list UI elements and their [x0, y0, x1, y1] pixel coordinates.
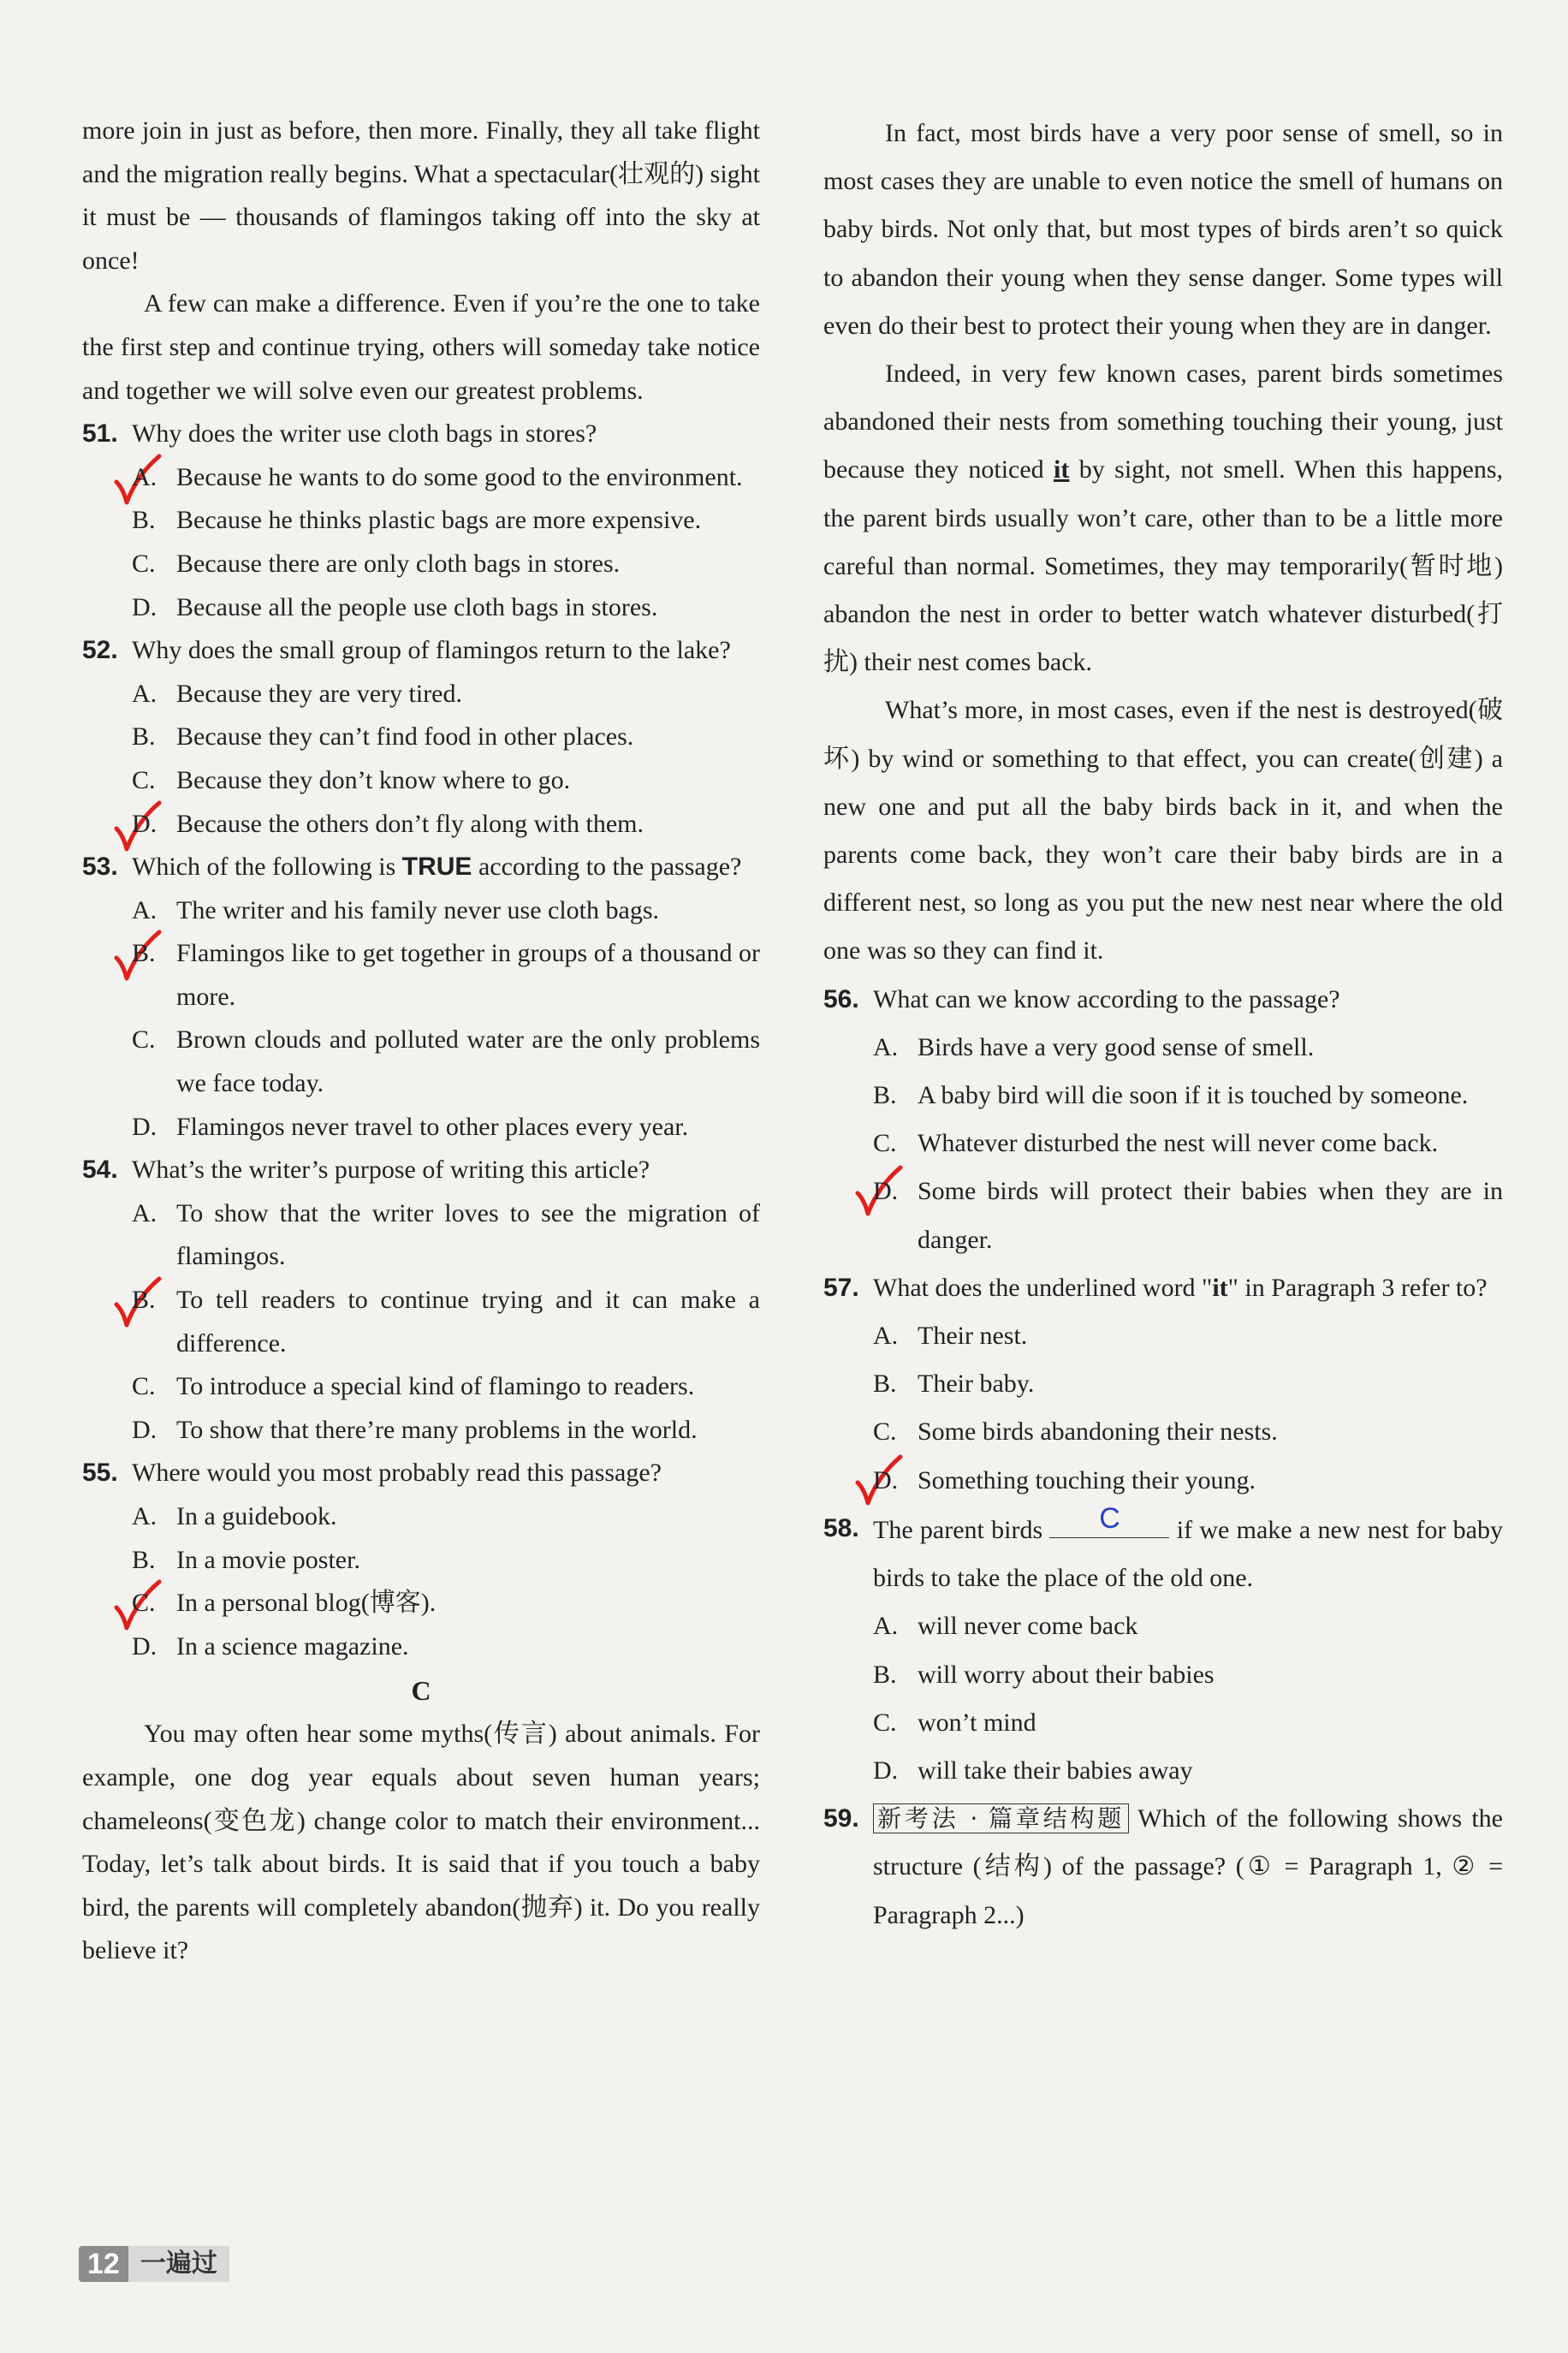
option-a[interactable]: [82, 889, 760, 933]
intro-paragraph-1: more join in just as before, then more. Finally, they all take flight and the migration really begins. What a spectacular(壮观的) sight it must be — thousands of flamingos taking off into the sky at once!: [82, 116, 760, 275]
option-text: In a science magazine.: [176, 1631, 409, 1661]
option-text: In a movie poster.: [176, 1545, 360, 1574]
option-b[interactable]: [823, 1072, 1503, 1120]
option-d[interactable]: [823, 1747, 1503, 1795]
option-text: Some birds will protect their babies when they are in danger.: [918, 1177, 1503, 1254]
option-a[interactable]: [82, 456, 760, 500]
option-d[interactable]: [82, 1625, 760, 1669]
option-text: won’t mind: [918, 1708, 1036, 1737]
option-text: Their nest.: [918, 1322, 1028, 1351]
question-type-tag: 新考法 · 篇章结构题: [873, 1803, 1129, 1833]
option-text: Whatever disturbed the nest will never come back.: [918, 1129, 1439, 1158]
option-text: A baby bird will die soon if it is touched by someone.: [918, 1081, 1469, 1110]
option-label: B.: [132, 1286, 156, 1315]
option-text: will never come back: [918, 1612, 1138, 1641]
question-58: 58. The parent birds C if we make a new nest for baby birds to take the place of the old one.: [823, 1505, 1503, 1602]
option-label: A.: [873, 1322, 899, 1351]
option-c[interactable]: [82, 1582, 760, 1625]
option-b[interactable]: [82, 932, 760, 1019]
option-text: Some birds abandoning their nests.: [918, 1417, 1278, 1447]
question-number: 56.: [823, 984, 859, 1013]
question-number: 52.: [82, 636, 118, 665]
option-a[interactable]: [82, 1495, 760, 1539]
option-text: Flamingos never travel to other places every year.: [176, 1112, 689, 1141]
option-label: D.: [132, 1112, 157, 1141]
option-text: Because they are very tired.: [176, 679, 462, 708]
option-text: Flamingos like to get together in groups of a thousand or more.: [176, 939, 760, 1011]
question-options: [82, 1495, 760, 1668]
question-56: [823, 976, 1503, 1264]
question-53: 53. Which of the following is TRUE according to the passage?: [82, 846, 760, 889]
option-label: B.: [132, 506, 156, 535]
left-questions: [82, 413, 760, 1668]
question-52: 52. Why does the small group of flamingos return to the lake?: [82, 629, 760, 673]
question-number: 55.: [82, 1459, 118, 1488]
option-a[interactable]: [82, 1192, 760, 1279]
option-label: C.: [132, 1372, 156, 1401]
option-label: A.: [873, 1032, 899, 1061]
option-label: B.: [873, 1660, 897, 1689]
option-label: A.: [873, 1612, 899, 1641]
option-label: B.: [873, 1370, 897, 1399]
option-c[interactable]: [823, 1120, 1503, 1168]
option-text: will take their babies away: [918, 1756, 1193, 1785]
question-59: 59. 新考法 · 篇章结构题 Which of the following shows the structure (结构) of the passage? (① = Paragraph 1, ② = Paragraph 2...): [823, 1795, 1503, 1940]
option-text: Their baby.: [918, 1370, 1035, 1399]
option-label: C.: [132, 549, 156, 578]
option-label: A.: [132, 462, 157, 491]
handwritten-answer: C: [1099, 1501, 1120, 1535]
question-number: 58.: [823, 1513, 859, 1542]
option-text: To introduce a special kind of flamingo to readers.: [176, 1372, 695, 1401]
option-a[interactable]: [823, 1024, 1503, 1072]
option-b[interactable]: [82, 1279, 760, 1365]
option-label: B.: [132, 722, 156, 752]
question-57: 57. What does the underlined word "it" in Paragraph 3 refer to?: [823, 1264, 1503, 1312]
option-label: C.: [873, 1417, 897, 1447]
option-label: B.: [873, 1081, 897, 1110]
option-c[interactable]: [82, 1019, 760, 1105]
option-label: C.: [132, 1025, 156, 1055]
intro-paragraph-2: A few can make a difference. Even if you’re the one to take the first step and continue trying, others will someday take notice and together we will solve even our greatest problems.: [82, 289, 760, 405]
question-options: [82, 889, 760, 1150]
question-51: 51. Why does the writer use cloth bags in stores?: [82, 413, 760, 456]
option-c[interactable]: [82, 543, 760, 586]
option-label: A.: [132, 1198, 157, 1227]
option-b[interactable]: [823, 1651, 1503, 1699]
option-c[interactable]: [823, 1408, 1503, 1456]
brand-label: 一遍过: [128, 2246, 229, 2282]
option-b[interactable]: [82, 499, 760, 543]
question-58-options: [823, 1602, 1503, 1795]
option-d[interactable]: [82, 803, 760, 847]
question-number: 54.: [82, 1156, 118, 1185]
option-label: D.: [873, 1756, 899, 1785]
page-number: 12: [79, 2246, 128, 2282]
option-text: Something touching their young.: [918, 1465, 1256, 1494]
option-d[interactable]: [82, 1106, 760, 1150]
option-text: Because they can’t find food in other places.: [176, 722, 634, 752]
option-b[interactable]: [823, 1360, 1503, 1408]
option-d[interactable]: [823, 1168, 1503, 1263]
question-options: [82, 673, 760, 846]
option-d[interactable]: [82, 586, 760, 630]
option-label: A.: [132, 679, 157, 708]
option-text: Brown clouds and polluted water are the only problems we face today.: [176, 1025, 760, 1098]
option-text: Because they don’t know where to go.: [176, 765, 571, 794]
option-label: D.: [132, 592, 157, 621]
option-d[interactable]: [82, 1409, 760, 1453]
question-number: 51.: [82, 419, 118, 449]
option-text: Birds have a very good sense of smell.: [918, 1032, 1315, 1061]
option-c[interactable]: [823, 1699, 1503, 1747]
question-57-options: [823, 1312, 1503, 1505]
option-label: C.: [132, 1589, 156, 1618]
question-56-stem: 56. What can we know according to the passage?: [823, 976, 1503, 1024]
answer-blank[interactable]: [1049, 1501, 1169, 1538]
left-column: [82, 110, 760, 1973]
option-label: D.: [132, 809, 157, 838]
question-55: 55. Where would you most probably read this passage?: [82, 1452, 760, 1495]
option-label: D.: [132, 1415, 157, 1444]
option-a[interactable]: [82, 673, 760, 716]
option-text: Because the others don’t fly along with them.: [176, 809, 644, 838]
underlined-word-it: it: [1054, 455, 1070, 484]
option-label: A.: [132, 895, 157, 924]
option-text: Because all the people use cloth bags in stores.: [176, 592, 658, 621]
option-text: To tell readers to continue trying and it can make a difference.: [176, 1286, 760, 1358]
option-text: In a personal blog(博客).: [176, 1589, 437, 1618]
question-options: [82, 456, 760, 629]
option-b[interactable]: [82, 716, 760, 759]
option-label: B.: [132, 1545, 156, 1574]
option-text: Because he thinks plastic bags are more expensive.: [176, 506, 702, 535]
section-c-paragraph: You may often hear some myths(传言) about animals. For example, one dog year equals about seven human years; chameleons(变色龙) change color to match their environment... Today, let’s talk about birds. It is said that if you touch a baby bird, the parents will completely abandon(抛弃) it. Do you really believe it?: [82, 1720, 760, 1965]
question-56-options: [823, 1024, 1503, 1264]
question-54: 54. What’s the writer’s purpose of writing this article?: [82, 1149, 760, 1192]
right-paragraph-1: In fact, most birds have a very poor sense of smell, so in most cases they are unable to even notice the smell of humans on baby birds. Not only that, but most types of birds aren’t so quick to abandon their young when they sense danger. Some types will even do their best to protect their young when they are in danger.: [823, 119, 1503, 340]
quoted-word: it: [1212, 1273, 1228, 1302]
option-c[interactable]: [82, 759, 760, 803]
page-footer: [79, 2244, 229, 2284]
option-text: To show that the writer loves to see the migration of flamingos.: [176, 1198, 760, 1271]
option-label: C.: [873, 1708, 897, 1737]
option-label: B.: [132, 939, 156, 968]
option-text: In a guidebook.: [176, 1502, 337, 1530]
question-number: 59.: [823, 1804, 859, 1833]
option-text: To show that there’re many problems in the world.: [176, 1415, 698, 1444]
option-b[interactable]: [82, 1539, 760, 1583]
question-number: 57.: [823, 1273, 859, 1302]
right-paragraph-2: Indeed, in very few known cases, parent birds sometimes abandoned their nests from something touching their young, just because they noticed it by sight, not smell. When this happens, the parent birds usually won’t care, other than to be a little more careful than normal. Sometimes, they may temporarily(暂时地) abandon the nest in order to better watch whatever disturbed(打扰) their nest comes back.: [823, 359, 1503, 677]
option-text: The writer and his family never use cloth bags.: [176, 895, 659, 924]
option-label: A.: [132, 1502, 157, 1530]
option-label: D.: [873, 1177, 899, 1206]
right-paragraph-3: What’s more, in most cases, even if the nest is destroyed(破坏) by wind or something to that effect, you can create(创建) a new one and put all the baby birds back in it, and when the parents come back, they won’t care their baby birds are in a different nest, so long as you put the new nest near where the old one was so they can find it.: [823, 696, 1503, 966]
option-a[interactable]: [823, 1312, 1503, 1360]
option-label: D.: [132, 1631, 157, 1661]
option-text: Because he wants to do some good to the environment.: [176, 462, 743, 491]
option-a[interactable]: [823, 1602, 1503, 1650]
option-text: Because there are only cloth bags in stores.: [176, 549, 621, 578]
option-text: will worry about their babies: [918, 1660, 1215, 1689]
emphasis-word: TRUE: [401, 853, 472, 882]
option-label: C.: [873, 1129, 897, 1158]
option-label: D.: [873, 1465, 899, 1494]
option-label: C.: [132, 765, 156, 794]
option-c[interactable]: [82, 1365, 760, 1409]
question-options: [82, 1192, 760, 1453]
question-number: 53.: [82, 853, 118, 882]
section-title: C: [411, 1675, 431, 1707]
right-column: [823, 110, 1503, 1940]
